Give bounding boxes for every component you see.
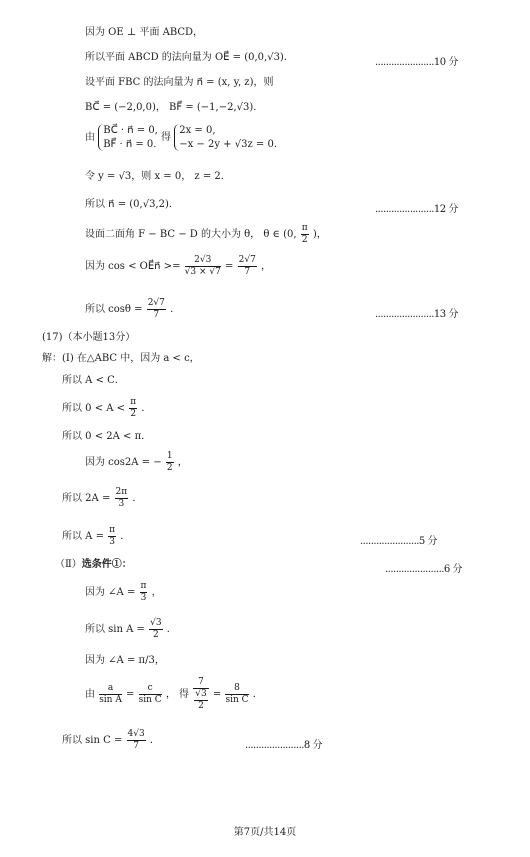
text-line-cos-oe-n	[85, 256, 271, 277]
part2-label: （Ⅱ）	[55, 559, 82, 570]
frac-den: sin C	[138, 695, 162, 705]
text-line-cos-theta	[85, 299, 180, 320]
text-de: 得	[161, 132, 172, 143]
equals: =	[212, 689, 222, 700]
frac-den: 7	[244, 267, 251, 277]
frac-den: 2	[152, 630, 159, 640]
frac-8-sinc	[225, 684, 248, 705]
frac-den: 2	[198, 701, 204, 711]
system-eq-2: BF⃗ · n⃗ = 0.	[103, 138, 157, 150]
text-line-2a-value	[62, 488, 142, 509]
comma: ，	[165, 689, 176, 700]
score-10: ......................10 分	[375, 57, 458, 68]
text-line-oe-perp: 因为 OE ⊥ 平面 ABCD，	[85, 27, 204, 38]
system-eq-1: BC⃗ · n⃗ = 0,	[103, 125, 158, 136]
frac-num: 4√3	[127, 729, 145, 739]
frac-den: 3	[140, 593, 147, 603]
frac-num: 7	[193, 678, 208, 689]
text-line-sine-law	[85, 678, 263, 711]
frac-c-sinc	[139, 684, 162, 705]
system-right	[174, 124, 277, 151]
text-line-sin-a	[85, 619, 177, 640]
text-de: 得	[179, 689, 190, 700]
text-line-let-y: 令 y = √3，则 x = 0， z = 2．	[85, 171, 231, 182]
period: ．	[170, 304, 181, 315]
frac-a-sina	[99, 684, 122, 705]
equals: =	[126, 689, 135, 700]
frac-num: 8	[225, 684, 248, 695]
text-line-a-c-values: 因为 ∠A = π/3，	[85, 655, 165, 666]
text-line-sin-c	[62, 730, 160, 751]
frac-num: 2√7	[147, 298, 165, 308]
frac-num: √3	[150, 618, 162, 628]
equation-system	[85, 124, 277, 151]
a-range-pre: 所以 0 < A <	[62, 403, 126, 414]
frac-1-2	[166, 452, 174, 473]
frac-num: a	[99, 684, 122, 695]
frac-2pi-3	[115, 488, 129, 509]
angle-a-pre: 因为 ∠A =	[85, 587, 136, 598]
text-line-a-range	[62, 398, 151, 419]
frac-den: sin A	[99, 695, 122, 705]
text-line-a-value	[62, 526, 130, 547]
frac-pi-3	[140, 582, 148, 603]
frac-den: 2	[166, 463, 173, 473]
frac-den: 3	[118, 499, 125, 509]
frac-den: 7	[133, 741, 139, 751]
score-13: ......................13 分	[375, 309, 458, 320]
cos-pre: 因为 cos < OE⃗n⃗ >=	[85, 261, 181, 272]
period: ．	[149, 735, 160, 746]
frac-num: 1	[166, 451, 173, 461]
cos-theta-pre: 所以 cosθ =	[85, 304, 143, 315]
frac-sqrt3-2	[149, 619, 162, 640]
cos2a-pre: 因为 cos2A = −	[85, 457, 162, 468]
text-line-part2	[55, 560, 132, 570]
a-value-pre: 所以 A =	[62, 531, 104, 542]
score-5: ......................5 分	[360, 536, 437, 547]
score-6: ......................6 分	[385, 564, 462, 575]
frac-num: 2√7	[238, 255, 256, 265]
comma: ，	[151, 587, 162, 598]
frac-pi-2	[129, 398, 137, 419]
system-eq-4: −x − 2y + √3z = 0.	[179, 138, 278, 150]
frac-num: 2√3	[185, 256, 221, 267]
system-left	[98, 124, 158, 151]
period: ．	[120, 531, 131, 542]
problem-17-heading: (17)（本小题13分）	[42, 332, 136, 343]
frac-den: 3	[109, 537, 115, 547]
text-you: 由	[85, 689, 95, 700]
period: ．	[252, 689, 263, 700]
text-line-part1-start: 解：(Ⅰ) 在△ABC 中，因为 a < c，	[42, 353, 200, 364]
frac-num: π	[109, 525, 116, 535]
frac-4sqrt3-7	[127, 730, 146, 751]
frac-2sqrt7-7	[147, 299, 166, 320]
text-line-normal-fbc: 设平面 FBC 的法向量为 n⃗ = (x, y, z)，则	[85, 77, 274, 88]
frac-den: sin C	[225, 695, 249, 705]
frac-2sqrt3	[185, 256, 221, 277]
text-line-n-vector: 所以 n⃗ = (0,√3,2)．	[85, 199, 179, 210]
score-12: ......................12 分	[375, 204, 458, 215]
frac-den: 2	[301, 235, 308, 245]
text-line-angle-a	[85, 582, 162, 603]
frac-num: π	[140, 581, 147, 591]
frac-pi-2	[301, 224, 309, 245]
comma: ，	[177, 457, 188, 468]
text-line-bc-bf: BC⃗ = (−2,0,0)， BF⃗ = (−1,−2,√3)．	[85, 102, 264, 113]
frac-sqrt3-2-inner	[194, 690, 207, 711]
frac-den	[193, 689, 208, 711]
text-you: 由	[85, 132, 95, 143]
text-line-dihedral	[85, 224, 327, 245]
text-line-normal-abcd: 所以平面 ABCD 的法向量为 OE⃗ = (0,0,√3)．	[85, 52, 294, 63]
sin-c-pre: 所以 sin C =	[62, 735, 123, 746]
condition-1-label: 选条件①：	[81, 559, 132, 570]
page-footer: 第7页/共14页	[233, 827, 297, 838]
frac-den: √3 × √7	[184, 267, 221, 277]
frac-num: c	[139, 684, 162, 695]
2a-pre: 所以 2A =	[62, 493, 111, 504]
frac-7-sqrt3-2	[193, 678, 208, 711]
period: ．	[132, 493, 143, 504]
system-eq-3: 2x = 0,	[179, 125, 216, 136]
period: ．	[141, 403, 152, 414]
text-line-a-lt-c: 所以 A < C．	[62, 375, 125, 386]
period: ．	[166, 624, 177, 635]
frac-num: √3	[195, 689, 207, 699]
frac-den: 7	[153, 310, 160, 320]
comma: ，	[260, 261, 271, 272]
dihedral-post: )，	[312, 229, 327, 240]
frac-pi-3	[108, 526, 116, 547]
frac-num: 2π	[115, 487, 128, 497]
dihedral-pre: 设面二面角 F − BC − D 的大小为 θ， θ ∈ (0,	[85, 229, 297, 240]
score-8: ......................8 分	[245, 740, 322, 751]
sin-a-pre: 所以 sin A =	[85, 624, 145, 635]
text-line-2a-range: 所以 0 < 2A < π．	[62, 431, 152, 442]
frac-2sqrt7	[238, 256, 257, 277]
text-line-cos2a	[85, 452, 188, 473]
frac-num: π	[301, 223, 308, 233]
equals: =	[225, 261, 234, 272]
frac-den: 2	[130, 409, 137, 419]
frac-num: π	[130, 397, 137, 407]
